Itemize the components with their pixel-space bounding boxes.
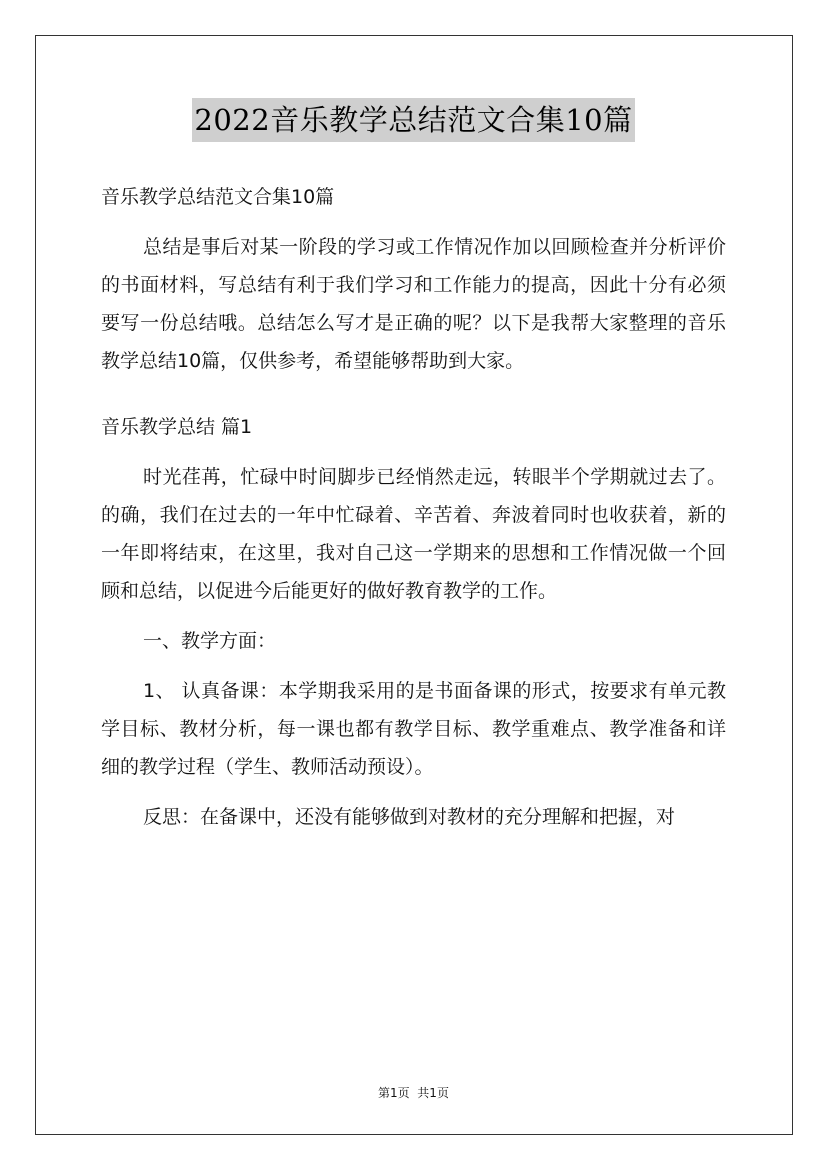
item-heading: 一、教学方面：	[143, 630, 277, 652]
document-title: 2022音乐教学总结范文合集10篇	[192, 98, 634, 142]
title-container	[0, 98, 827, 142]
item-paragraph: 1、 认真备课：本学期我采用的是书面备课的形式，按要求有单元教学目标、教材分析，每一课也都有教学目标、教学重难点、教学准备和详细的教学过程（学生、教师活动预设）。	[101, 680, 726, 778]
spacer	[101, 380, 726, 398]
document-subtitle: 音乐教学总结范文合集10篇	[101, 186, 335, 208]
document-body	[101, 178, 726, 836]
page-number-footer: 第1页 共1页	[378, 1086, 449, 1100]
section-paragraph: 时光荏苒，忙碌中时间脚步已经悄然走远，转眼半个学期就过去了。的确，我们在过去的一年中忙碌着、辛苦着、奔波着同时也收获着，新的一年即将结束，在这里，我对自己这一学期来的思想和工作情况做一个回顾和总结，以促进今后能更好的做好教育教学的工作。	[101, 466, 726, 602]
intro-paragraph: 总结是事后对某一阶段的学习或工作情况作加以回顾检查并分析评价的书面材料，写总结有利于我们学习和工作能力的提高，因此十分有必须要写一份总结哦。总结怎么写才是正确的呢？以下是我帮大家整理的音乐教学总结10篇，仅供参考，希望能够帮助到大家。	[101, 236, 726, 372]
section-heading: 音乐教学总结 篇1	[101, 416, 253, 438]
reflection-paragraph: 反思：在备课中，还没有能够做到对教材的充分理解和把握，对	[143, 806, 676, 828]
